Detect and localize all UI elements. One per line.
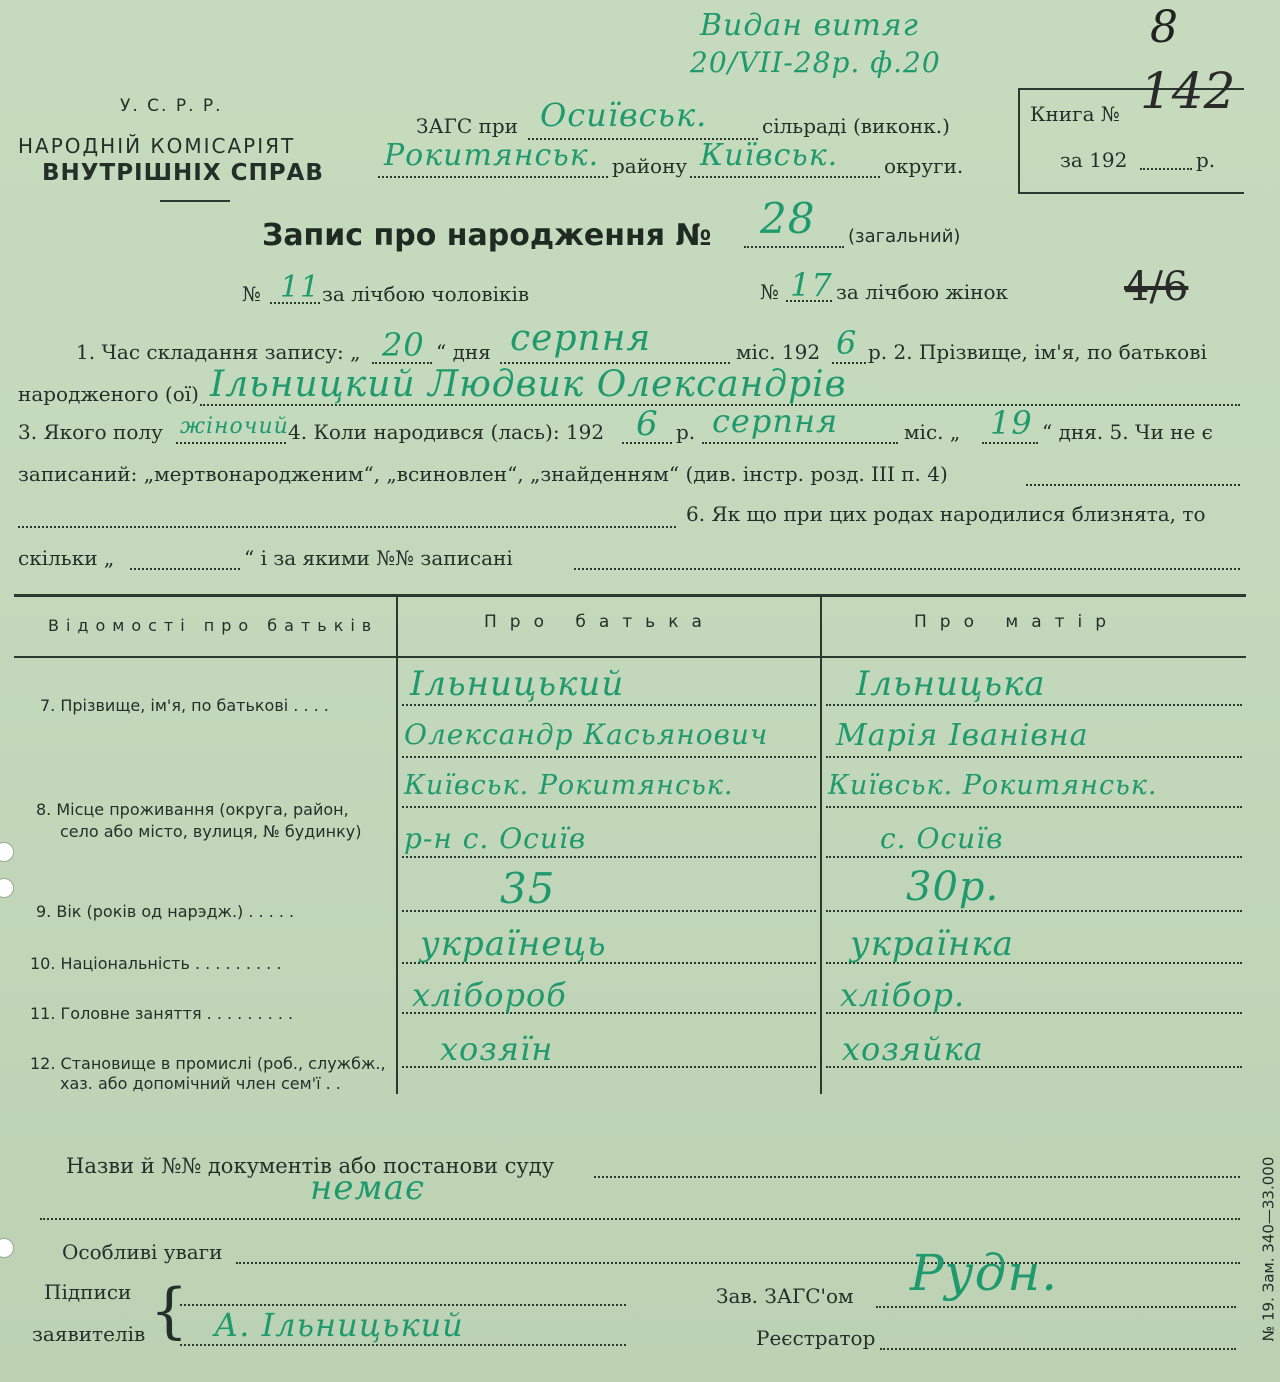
- father-place-1: Київськ. Рокитянськ.: [404, 770, 734, 801]
- punch-hole: [0, 842, 14, 862]
- mother-line-2: [826, 756, 1242, 758]
- book-number: 142: [1140, 62, 1236, 120]
- item5-label: “ дня. 5. Чи не є: [1042, 420, 1213, 444]
- item1-month: серпня: [510, 318, 652, 359]
- father-line-2: [402, 756, 816, 758]
- signatures-brace: {: [150, 1276, 189, 1346]
- mother-place-2: с. Осиїв: [880, 822, 1004, 855]
- punch-hole: [0, 878, 14, 898]
- mother-surname: Ільницька: [856, 664, 1046, 704]
- punch-hole: [0, 1238, 14, 1258]
- signature-line-2: [180, 1344, 626, 1346]
- book-box-bottom: [1018, 192, 1244, 194]
- item4-year-suffix: р.: [676, 420, 696, 444]
- selrada-value: Осиївськ.: [540, 96, 708, 134]
- table-top-border: [14, 594, 1246, 597]
- item4-label: 4. Коли народився (лась): 192: [288, 420, 605, 444]
- book-label: Книга №: [1030, 102, 1120, 126]
- book-year-line: [1140, 168, 1192, 170]
- item5-answer-line: [1026, 484, 1240, 486]
- item4-month-label: міс. „: [904, 420, 961, 444]
- item3-label: 3. Якого полу: [18, 420, 163, 444]
- mother-line-1: [826, 704, 1242, 706]
- ministry-line1: НАРОДНІЙ КОМІСАРІЯТ: [18, 134, 296, 158]
- item6-count-line: [130, 568, 240, 570]
- registrar-line: [880, 1348, 1236, 1350]
- mother-position: хозяйка: [842, 1030, 984, 1068]
- documents-value: немає: [310, 1168, 426, 1208]
- item6-count-label: скільки „: [18, 546, 115, 570]
- father-line-3: [402, 806, 816, 808]
- signatures-label-2: заявителів: [32, 1322, 146, 1346]
- documents-label: Назви й №№ документів або постанови суду: [66, 1154, 555, 1178]
- row10-label: 10. Національність . . . . . . . . .: [30, 954, 282, 973]
- col-header-mother: Про матір: [914, 612, 1120, 632]
- col-header-info: Відомості про батьків: [48, 616, 379, 635]
- father-place-2: р-н с. Осиїв: [404, 822, 587, 855]
- mother-place-1: Київськ. Рокитянськ.: [828, 770, 1158, 801]
- side-print-code: № 19. Зам. 340—33.000: [1259, 1156, 1278, 1342]
- zags-suffix: сільраді (виконк.): [762, 114, 950, 138]
- item5-line: записаний: „мертвонародженим“, „всиновлен“, „знайденням“ (див. інстр. розд. III п. 4): [18, 462, 948, 486]
- female-no-label: №: [760, 280, 779, 304]
- child-name: Ільницкий Людвик Олександрів: [210, 364, 847, 405]
- okrug-line: [690, 176, 880, 178]
- zags-prefix: ЗАГС при: [416, 114, 518, 138]
- record-number-line: [744, 246, 844, 248]
- book-box-left: [1018, 88, 1020, 194]
- father-position: хозяїн: [440, 1030, 554, 1068]
- documents-line-2: [40, 1218, 1240, 1220]
- born-label: народженого (ої): [18, 382, 199, 406]
- head-signature-line: [876, 1306, 1236, 1308]
- record-title: Запис про народження №: [262, 218, 712, 253]
- raion-line: [378, 176, 608, 178]
- mother-age: 30р.: [906, 864, 1000, 910]
- book-year-label: за 192: [1060, 148, 1128, 172]
- row8-label-1: 8. Місце проживання (округа, район,: [36, 800, 349, 819]
- mother-line-5: [826, 910, 1242, 912]
- male-count-label: за лічбою чоловіків: [322, 282, 530, 306]
- birth-day-line: [982, 442, 1038, 444]
- item2-label: р. 2. Прізвище, ім'я, по батькові: [868, 340, 1207, 364]
- okrug-value: Київськ.: [700, 138, 839, 173]
- book-year-suffix: р.: [1196, 148, 1216, 172]
- registrar-label: Реєстратор: [756, 1326, 876, 1350]
- documents-line-1: [594, 1176, 1240, 1178]
- corner-mark: 8: [1150, 2, 1178, 53]
- father-name: Олександр Касьянович: [404, 718, 769, 751]
- female-no-value: 17: [790, 266, 833, 304]
- issued-note-line1: Видан витяг: [700, 8, 919, 43]
- row8-label-2: село або місто, вулиця, № будинку): [60, 822, 362, 841]
- signatures-label-1: Підписи: [44, 1280, 132, 1304]
- item6-records-line: [574, 568, 1240, 570]
- sex-line: [176, 442, 286, 444]
- special-line: [236, 1262, 1240, 1264]
- birth-month: серпня: [712, 402, 839, 440]
- record-number: 28: [760, 194, 816, 243]
- row12-label-2: хаз. або допомічний член сем'ї . .: [60, 1074, 341, 1093]
- table-header-border: [14, 656, 1246, 658]
- table-col-divider-2: [820, 596, 822, 1094]
- father-line-5: [402, 910, 816, 912]
- col-header-father: Про батька: [484, 612, 715, 632]
- item1-year-label: міс. 192: [736, 340, 821, 364]
- applicant-signature: А. Ільницький: [214, 1306, 464, 1344]
- item6-line: 6. Як що при цих родах народилися близнята, то: [686, 502, 1206, 526]
- father-nationality: українець: [420, 924, 607, 964]
- table-col-divider-1: [396, 596, 398, 1094]
- row7-label: 7. Прізвище, ім'я, по батькові . . . .: [40, 696, 329, 715]
- item1-day-label: “ дня: [436, 340, 491, 364]
- female-count-label: за лічбою жінок: [836, 280, 1009, 304]
- issued-note-line2: 20/VII-28р. ф.20: [690, 46, 941, 79]
- row9-label: 9. Вік (років од нарэдж.) . . . . .: [36, 902, 295, 921]
- okrug-suffix: округи.: [884, 154, 964, 178]
- mother-name: Марія Іванівна: [836, 718, 1089, 753]
- birth-month-line: [702, 442, 898, 444]
- head-label: Зав. ЗАГС'ом: [716, 1284, 854, 1308]
- record-title-suffix: (загальний): [848, 226, 961, 247]
- header-divider: [160, 200, 230, 202]
- male-no-value: 11: [280, 270, 321, 305]
- mother-nationality: українка: [850, 924, 1014, 964]
- item1-label: 1. Час складання запису: „: [76, 340, 361, 364]
- birth-day: 19: [990, 404, 1033, 442]
- father-age: 35: [500, 864, 556, 913]
- mother-line-4: [826, 856, 1242, 858]
- special-label: Особливі уваги: [62, 1240, 223, 1264]
- item1-year: 6: [836, 324, 858, 362]
- father-line-4: [402, 856, 816, 858]
- crossed-number: 4/6: [1124, 264, 1189, 310]
- mother-line-3: [826, 806, 1242, 808]
- item5-answer-line-2: [18, 526, 676, 528]
- father-line-1: [402, 704, 816, 706]
- mother-occupation: хлібор.: [840, 976, 966, 1014]
- male-no-label: №: [242, 282, 261, 306]
- item1-day: 20: [382, 326, 425, 364]
- district-suffix: району: [612, 154, 688, 178]
- republic-label: У. С. Р. Р.: [120, 96, 223, 116]
- raion-value: Рокитянськ.: [384, 138, 600, 173]
- head-signature: Рудн.: [910, 1244, 1059, 1302]
- birth-year: 6: [636, 404, 659, 444]
- sex-value: жіночий: [180, 414, 289, 439]
- row11-label: 11. Головне заняття . . . . . . . . .: [30, 1004, 294, 1023]
- father-surname: Ільницький: [410, 664, 625, 704]
- father-occupation: хлібороб: [412, 976, 567, 1014]
- row12-label-1: 12. Становище в промислі (роб., службж.,: [30, 1054, 386, 1073]
- ministry-line2: ВНУТРІШНІХ СПРАВ: [42, 160, 324, 186]
- item6-records-label: “ і за якими №№ записані: [244, 546, 513, 570]
